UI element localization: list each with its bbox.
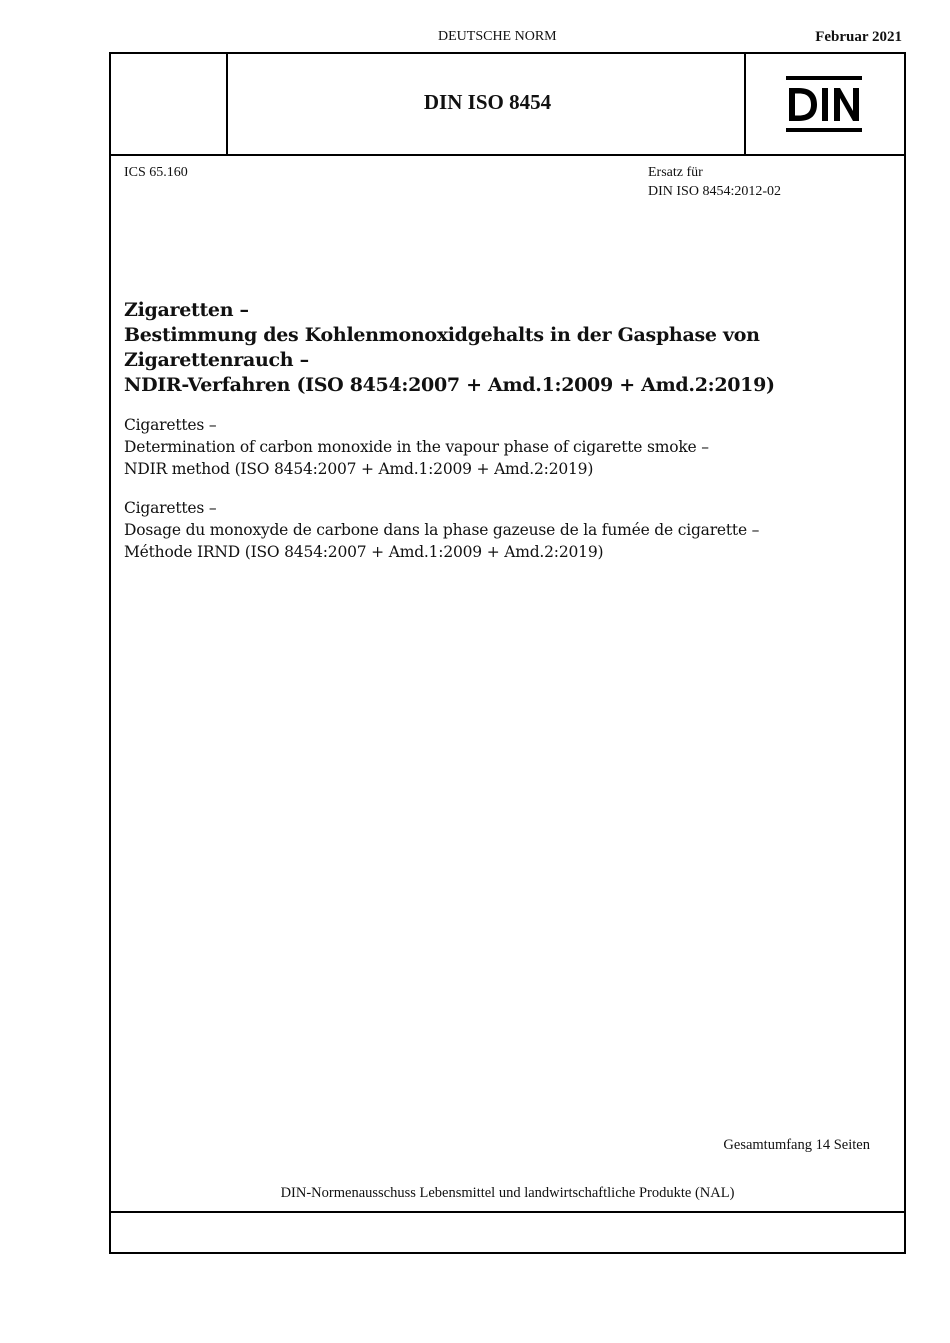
header-left-divider [226,52,228,156]
title-de-line: NDIR-Verfahren (ISO 8454:2007 + Amd.1:2009 + Amd.2:2019) [124,374,775,396]
replaces-label: Ersatz für [648,165,703,180]
header-divider [109,154,906,156]
title-en-line: Determination of carbon monoxide in the vapour phase of cigarette smoke – [124,438,709,456]
footer-divider [109,1211,906,1213]
title-german [124,298,884,398]
ics-code: ICS 65.160 [124,165,188,180]
title-fr-line: Méthode IRND (ISO 8454:2007 + Amd.1:2009 + Amd.2:2019) [124,543,604,561]
document-type-label: DEUTSCHE NORM [438,29,557,44]
title-de-line: Zigarettenrauch – [124,349,309,371]
din-logo [786,76,862,136]
title-de-line: Zigaretten – [124,299,249,321]
publication-date: Februar 2021 [815,29,902,45]
title-de-line: Bestimmung des Kohlenmonoxidgehalts in der Gasphase von [124,324,760,346]
replaces-value: DIN ISO 8454:2012-02 [648,184,781,199]
standard-number: DIN ISO 8454 [423,90,552,114]
committee-name: DIN-Normenausschuss Lebensmittel und landwirtschaftliche Produkte (NAL) [280,1185,735,1201]
title-en-line: NDIR method (ISO 8454:2007 + Amd.1:2009 + Amd.2:2019) [124,460,594,478]
title-en-line: Cigarettes – [124,416,217,434]
title-fr-line: Cigarettes – [124,499,217,517]
title-english [124,414,884,480]
titles [124,298,884,563]
page-frame [109,52,906,1254]
title-french [124,497,884,563]
title-fr-line: Dosage du monoxyde de carbone dans la phase gazeuse de la fumée de cigarette – [124,521,760,539]
page-count: Gesamtumfang 14 Seiten [723,1137,870,1153]
replacement-info [648,163,781,201]
